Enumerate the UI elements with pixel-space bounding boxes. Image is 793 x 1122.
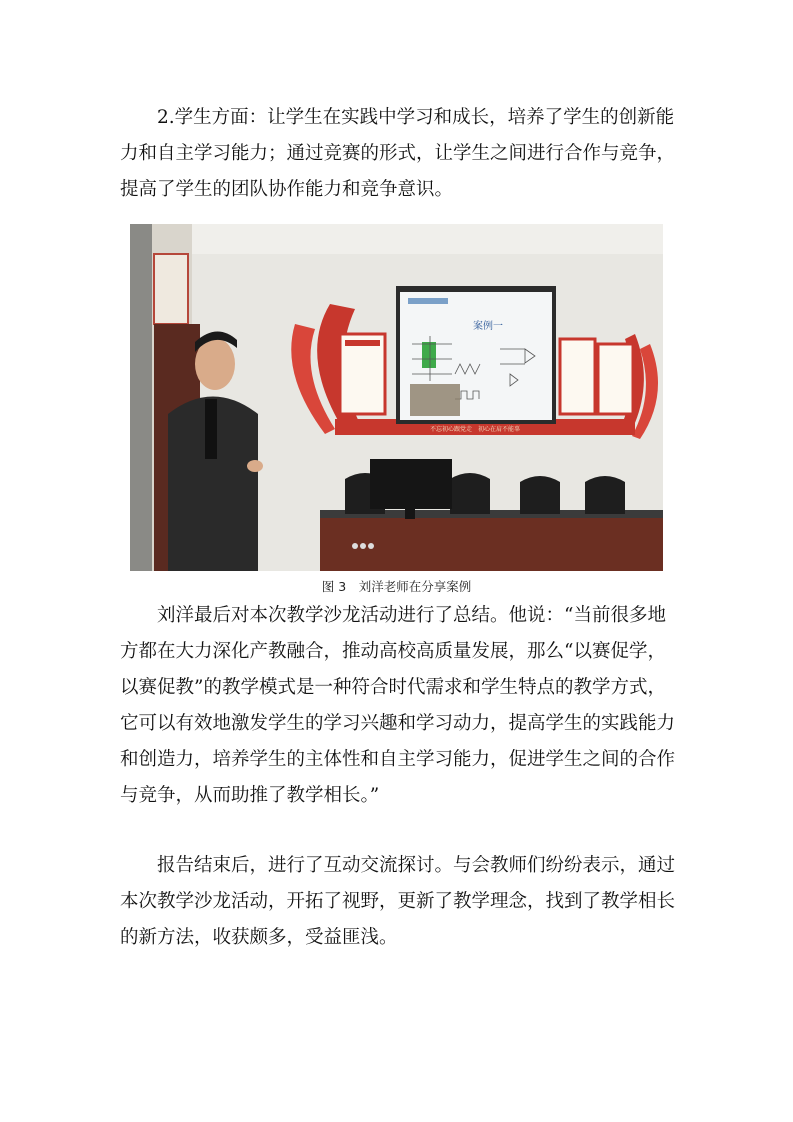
text-line: 力和自主学习能力；通过竞赛的形式，让学生之间进行合作与竞争，	[120, 143, 676, 164]
text-line: 报告结束后，进行了互动交流探讨。与会教师们纷纷表示，通过	[157, 855, 676, 876]
slide-title: 案例一	[473, 321, 503, 332]
paragraph-student-benefits	[120, 100, 688, 208]
figure-caption: 图 3 刘洋老师在分享案例	[321, 579, 472, 594]
text-line: 提高了学生的团队协作能力和竞争意识。	[120, 179, 454, 200]
banner-text: 不忘初心跟党走 初心在肩不能辜	[430, 426, 521, 433]
paragraph-discussion	[120, 848, 688, 956]
text-line: 本次教学沙龙活动，开拓了视野，更新了教学理念，找到了教学相长	[120, 891, 676, 912]
classroom-photo	[130, 224, 663, 571]
text-line: 的新方法，收获颇多，受益匪浅。	[120, 927, 398, 948]
figure-photo	[130, 224, 663, 571]
text-line: 它可以有效地激发学生的学习兴趣和学习动力，提高学生的实践能力	[120, 713, 676, 734]
text-line: 与竞争，从而助推了教学相长。”	[120, 785, 380, 806]
text-line: 刘洋最后对本次教学沙龙活动进行了总结。他说：“当前很多地	[157, 605, 666, 626]
text-line: 以赛促教”的教学模式是一种符合时代需求和学生特点的教学方式，	[120, 677, 666, 698]
paragraph-summary	[120, 598, 688, 814]
text-line: 方都在大力深化产教融合，推动高校高质量发展，那么“以赛促学，	[120, 641, 666, 662]
text-line: 2.学生方面：让学生在实践中学习和成长，培养了学生的创新能	[157, 107, 675, 128]
text-line: 和创造力，培养学生的主体性和自主学习能力，促进学生之间的合作	[120, 749, 676, 770]
